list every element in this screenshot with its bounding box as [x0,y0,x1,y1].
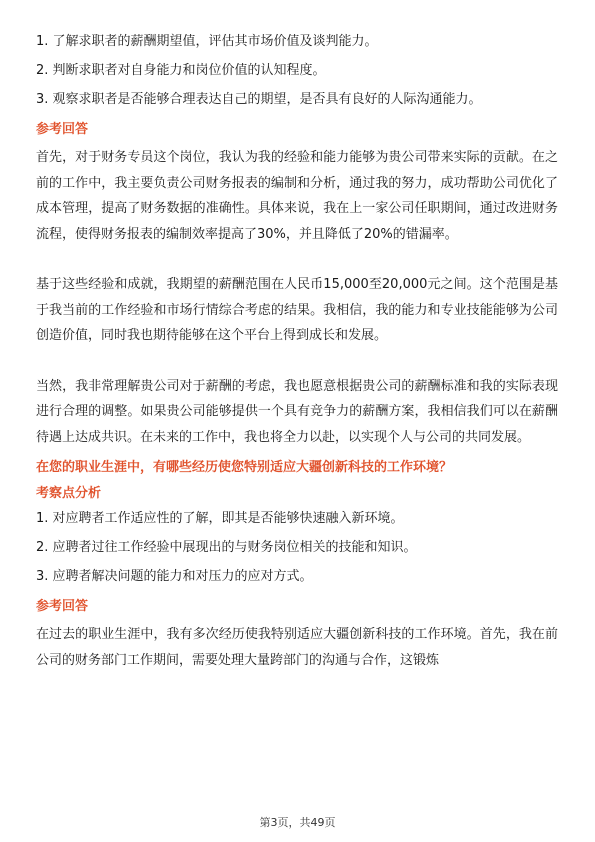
answer-paragraph: 在过去的职业生涯中，我有多次经历使我特别适应大疆创新科技的工作环境。首先，我在前公司的财务部门工作期间，需要处理大量跨部门的沟通与合作，这锻炼 [36,627,558,668]
answer-paragraph: 基于这些经验和成就，我期望的薪酬范围在人民币15,000至20,000元之间。这个范围是基于我当前的工作经验和市场行情综合考虑的结果。我相信，我的能力和专业技能能够为公司创造价值，同时我也期待能够在这个平台上得到成长和发展。 [36,277,558,343]
list-item: 3. 观察求职者是否能够合理表达自己的期望，是否具有良好的人际沟通能力。 [36,92,482,107]
list-item: 3. 应聘者解决问题的能力和对压力的应对方式。 [36,569,313,584]
page-number: 第3页，共49页 [259,816,336,829]
reference-answer-heading: 参考回答 [36,599,89,614]
analysis-heading: 考察点分析 [36,486,102,501]
reference-answer-heading: 参考回答 [36,122,89,137]
interview-question: 在您的职业生涯中，有哪些经历使您特别适应大疆创新科技的工作环境？ [36,460,453,475]
list-item: 1. 了解求职者的薪酬期望值，评估其市场价值及谈判能力。 [36,34,378,49]
document-page [36,32,558,673]
list-item: 2. 应聘者过往工作经验中展现出的与财务岗位相关的技能和知识。 [36,540,417,555]
list-item: 1. 对应聘者工作适应性的了解，即其是否能够快速融入新环境。 [36,511,404,526]
analysis-points-list [36,509,558,586]
evaluation-points-list [36,32,558,109]
list-item: 2. 判断求职者对自身能力和岗位价值的认知程度。 [36,63,326,78]
answer-paragraph: 首先，对于财务专员这个岗位，我认为我的经验和能力能够为贵公司带来实际的贡献。在之前的工作中，我主要负责公司财务报表的编制和分析，通过我的努力，成功帮助公司优化了成本管理，提高了财务数据的准确性。具体来说，我在上一家公司任职期间，通过改进财务流程，使得财务报表的编制效率提高了30%，并且降低了20%的错漏率。 [36,150,558,242]
answer-paragraph: 当然，我非常理解贵公司对于薪酬的考虑，我也愿意根据贵公司的薪酬标准和我的实际表现进行合理的调整。如果贵公司能够提供一个具有竞争力的薪酬方案，我相信我们可以在薪酬待遇上达成共识。在未来的工作中，我也将全力以赴，以实现个人与公司的共同发展。 [36,378,558,445]
